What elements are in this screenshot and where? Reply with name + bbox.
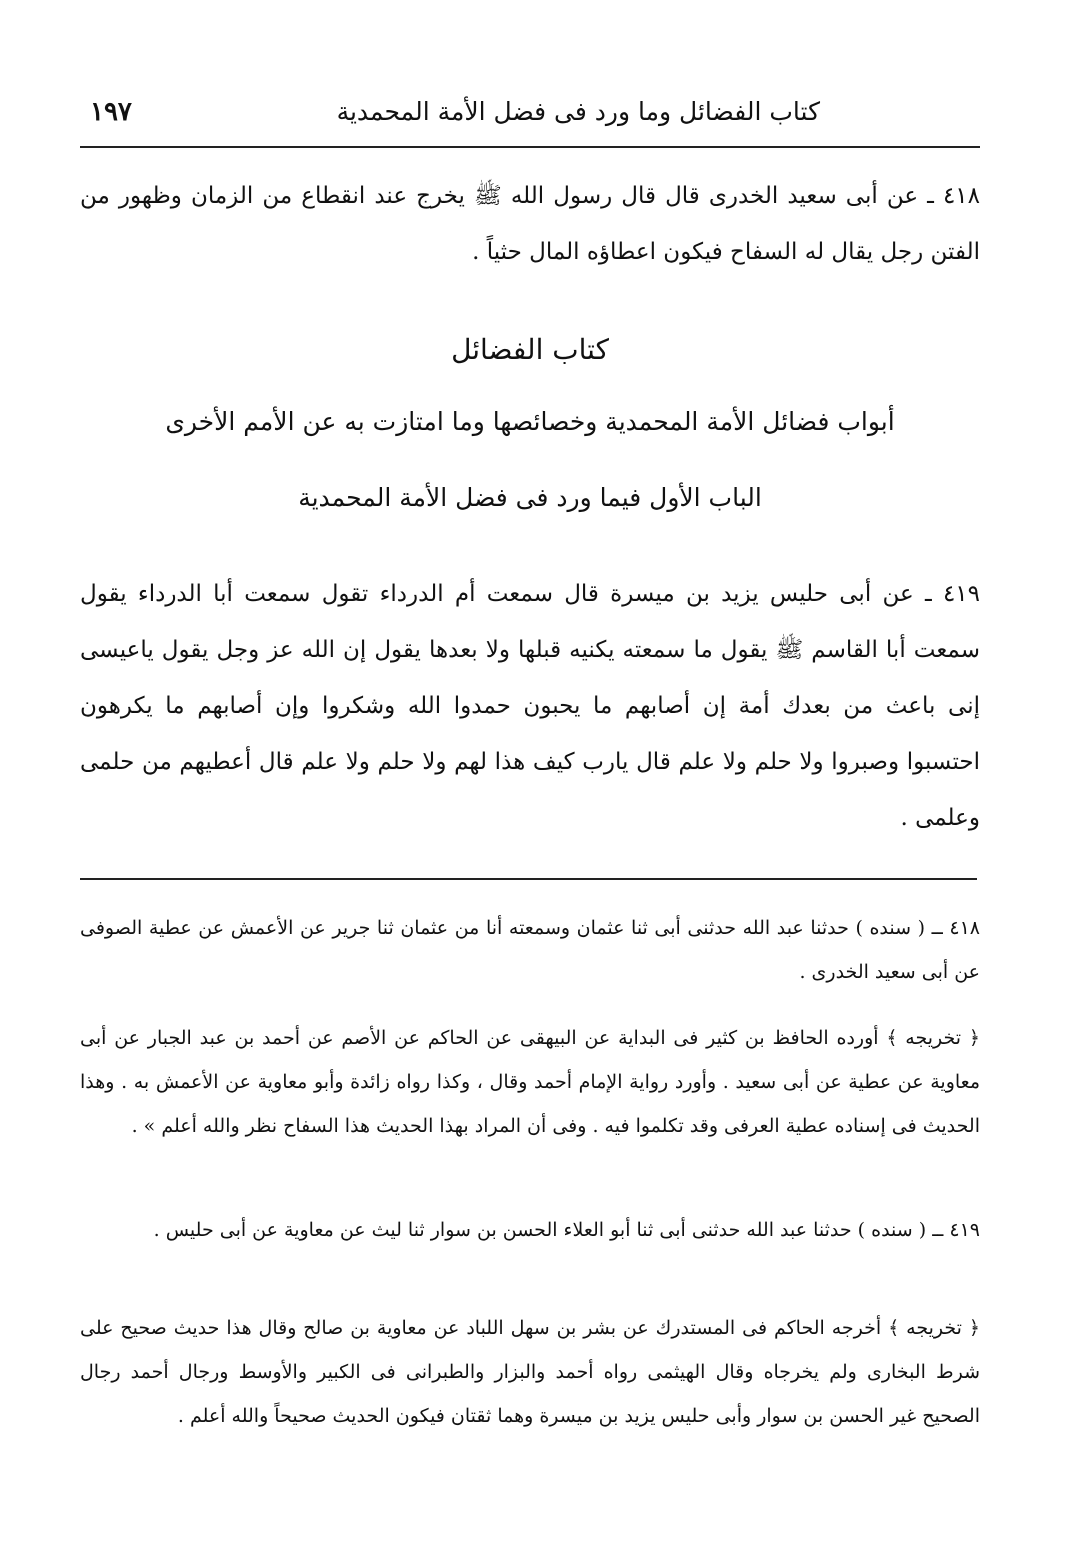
running-title: كتاب الفضائل وما ورد فى فضل الأمة المحمدية	[336, 97, 820, 126]
footnote-divider	[80, 878, 977, 880]
footnote-419-sanad: ٤١٩ ــ ( سنده ) حدثنا عبد الله حدثنى أبى ثنا أبو العلاء الحسن بن سوار ثنا ليث عن معاوية عن أبى حليس .	[153, 1219, 980, 1241]
section-title: أبواب فضائل الأمة المحمدية وخصائصها وما امتازت به عن الأمم الأخرى	[165, 407, 895, 436]
footnote-418-sanad: ٤١٨ ــ ( سنده ) حدثنا عبد الله حدثنى أبى ثنا عثمان وسمعته أنا من عثمان ثنا جرير عن الأعمش عن عطية الصوفى عن أبى سعيد الخدرى .	[80, 917, 980, 983]
page-header	[80, 92, 980, 142]
book-title: كتاب الفضائل	[451, 333, 609, 366]
chapter-title: الباب الأول فيما ورد فى فضل الأمة المحمدية	[298, 483, 762, 512]
hadith-418-paragraph: ٤١٨ ـ عن أبى سعيد الخدرى قال قال رسول الله ﷺ يخرج عند انقطاع من الزمان وظهور من الفتن رجل يقال له السفاح فيكون اعطاؤه المال حثياً .	[80, 183, 980, 265]
page-number: ١٩٧	[90, 97, 132, 127]
footnote-419-takhrij: ﴿ تخريجه ﴾ أخرجه الحاكم فى المستدرك عن بشر بن سهل اللباد عن معاوية بن صالح وقال هذا حديث صحيح على شرط البخارى ولم يخرجاه وقال الهيثمى رواه أحمد والبزار والطبرانى فى الكبير والأوسط ورجال أحمد رجال الصحيح غير الحسن بن سوار وأبى حليس يزيد بن ميسرة وهما ثقتان فيكون الحديث صحيحاً والله أعلم .	[80, 1317, 980, 1427]
header-divider	[80, 146, 980, 148]
footnote-418-takhrij: ﴿ تخريجه ﴾ أورده الحافظ بن كثير فى البداية عن البيهقى عن الحاكم عن الأصم عن أحمد بن عبد الجبار عن أبى معاوية عن عطية عن أبى سعيد . وأورد رواية الإمام أحمد وقال ، وكذا رواه زائدة وأبو معاوية عن الأعمش به . وهذا الحديث فى إسناده عطية العرفى وقد تكلموا فيه . وفى أن المراد بهذا الحديث هذا السفاح نظر والله أعلم » .	[80, 1027, 980, 1137]
hadith-419-paragraph: ٤١٩ ـ عن أبى حليس يزيد بن ميسرة قال سمعت أم الدرداء تقول سمعت أبا الدرداء يقول سمعت أبا القاسم ﷺ يقول ما سمعته يكنيه قبلها ولا بعدها يقول إن الله عز وجل يقول ياعيسى إنى باعث من بعدك أمة إن أصابهم ما يحبون حمدوا الله وشكروا وإن أصابهم ما يكرهون احتسبوا وصبروا ولا حلم ولا علم قال يارب كيف هذا لهم ولا حلم ولا علم قال أعطيهم من حلمى وعلمى .	[80, 581, 980, 831]
